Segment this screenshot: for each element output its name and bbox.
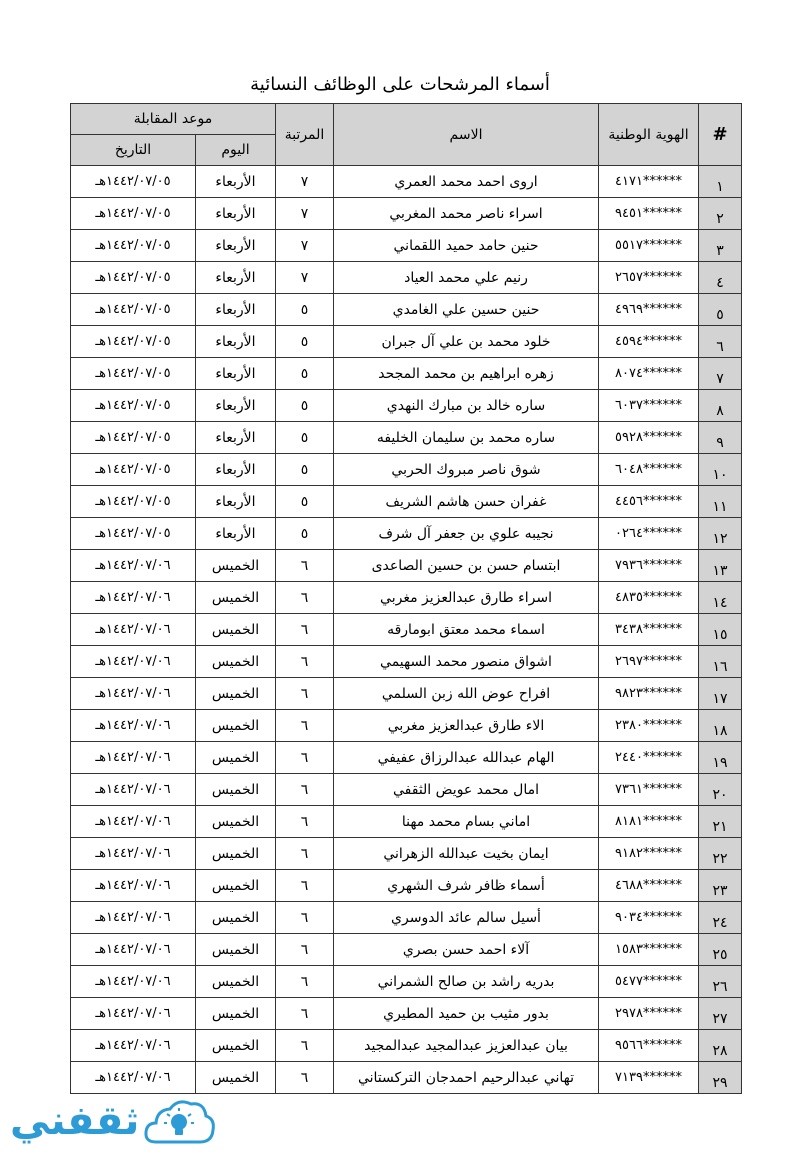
date-cell: ١٤٤٢/٠٧/٠٦هـ: [71, 966, 196, 998]
national-id-cell: ******٨٠٧٤: [599, 358, 699, 390]
name-cell: حنين حسين علي الغامدي: [334, 294, 599, 326]
header-name: الاسم: [334, 104, 599, 166]
day-cell: الأربعاء: [196, 166, 276, 198]
lightbulb-cloud-icon: [142, 1096, 217, 1151]
name-cell: رنيم علي محمد العياد: [334, 262, 599, 294]
site-logo: [10, 1096, 220, 1154]
national-id-cell: ******٦٠٣٧: [599, 390, 699, 422]
name-cell: اسماء محمد معتق ابومارقه: [334, 614, 599, 646]
row-number: ٢: [699, 198, 742, 230]
national-id-cell: ******٦٠٤٨: [599, 454, 699, 486]
name-cell: بدور مثيب بن حميد المطيري: [334, 998, 599, 1030]
name-cell: بيان عبدالعزيز عبدالمجيد عبدالمجيد: [334, 1030, 599, 1062]
header-national-id: الهوية الوطنية: [599, 104, 699, 166]
table-row: [71, 774, 742, 806]
table-row: [71, 518, 742, 550]
day-cell: الخميس: [196, 806, 276, 838]
rank-cell: ٦: [276, 774, 334, 806]
day-cell: الخميس: [196, 1062, 276, 1094]
date-cell: ١٤٤٢/٠٧/٠٦هـ: [71, 870, 196, 902]
rank-cell: ٦: [276, 934, 334, 966]
rank-cell: ٧: [276, 166, 334, 198]
date-cell: ١٤٤٢/٠٧/٠٥هـ: [71, 230, 196, 262]
day-cell: الخميس: [196, 678, 276, 710]
day-cell: الخميس: [196, 998, 276, 1030]
national-id-cell: ******٤٨٣٥: [599, 582, 699, 614]
rank-cell: ٦: [276, 1062, 334, 1094]
table-row: [71, 1062, 742, 1094]
day-cell: الخميس: [196, 742, 276, 774]
row-number: ٢٩: [699, 1062, 742, 1094]
name-cell: افراح عوض الله زبن السلمي: [334, 678, 599, 710]
rank-cell: ٥: [276, 454, 334, 486]
page-title: أسماء المرشحات على الوظائف النسائية: [250, 74, 550, 95]
rank-cell: ٥: [276, 326, 334, 358]
row-number: ٢٤: [699, 902, 742, 934]
day-cell: الخميس: [196, 582, 276, 614]
national-id-cell: ******٧٩٣٦: [599, 550, 699, 582]
national-id-cell: ******٩٨٢٣: [599, 678, 699, 710]
day-cell: الخميس: [196, 966, 276, 998]
name-cell: خلود محمد بن علي آل جبران: [334, 326, 599, 358]
date-cell: ١٤٤٢/٠٧/٠٥هـ: [71, 262, 196, 294]
national-id-cell: ******٩٠٣٤: [599, 902, 699, 934]
rank-cell: ٥: [276, 518, 334, 550]
date-cell: ١٤٤٢/٠٧/٠٦هـ: [71, 934, 196, 966]
national-id-cell: ******٨١٨١: [599, 806, 699, 838]
date-cell: ١٤٤٢/٠٧/٠٥هـ: [71, 166, 196, 198]
national-id-cell: ******٢٤٤٠: [599, 742, 699, 774]
rank-cell: ٦: [276, 806, 334, 838]
row-number: ٢١: [699, 806, 742, 838]
date-cell: ١٤٤٢/٠٧/٠٥هـ: [71, 358, 196, 390]
date-cell: ١٤٤٢/٠٧/٠٥هـ: [71, 326, 196, 358]
table-row: [71, 902, 742, 934]
name-cell: أسيل سالم عائد الدوسري: [334, 902, 599, 934]
name-cell: آلاء احمد حسن بصري: [334, 934, 599, 966]
row-number: ٢٠: [699, 774, 742, 806]
day-cell: الخميس: [196, 646, 276, 678]
date-cell: ١٤٤٢/٠٧/٠٦هـ: [71, 806, 196, 838]
name-cell: ايمان بخيت عبدالله الزهراني: [334, 838, 599, 870]
row-number: ٣: [699, 230, 742, 262]
rank-cell: ٧: [276, 198, 334, 230]
table-row: [71, 198, 742, 230]
national-id-cell: ******٩١٨٢: [599, 838, 699, 870]
day-cell: الخميس: [196, 774, 276, 806]
row-number: ١١: [699, 486, 742, 518]
row-number: ٢٧: [699, 998, 742, 1030]
national-id-cell: ******١٥٨٣: [599, 934, 699, 966]
name-cell: الهام عبدالله عبدالرزاق عفيفي: [334, 742, 599, 774]
date-cell: ١٤٤٢/٠٧/٠٥هـ: [71, 294, 196, 326]
table-row: [71, 294, 742, 326]
row-number: ٦: [699, 326, 742, 358]
row-number: ٢٣: [699, 870, 742, 902]
row-number: ١٦: [699, 646, 742, 678]
table-row: [71, 710, 742, 742]
national-id-cell: ******٤٩٦٩: [599, 294, 699, 326]
national-id-cell: ******٥٤٧٧: [599, 966, 699, 998]
day-cell: الأربعاء: [196, 518, 276, 550]
date-cell: ١٤٤٢/٠٧/٠٦هـ: [71, 1062, 196, 1094]
day-cell: الأربعاء: [196, 390, 276, 422]
name-cell: أسماء ظافر شرف الشهري: [334, 870, 599, 902]
date-cell: ١٤٤٢/٠٧/٠٦هـ: [71, 838, 196, 870]
day-cell: الأربعاء: [196, 198, 276, 230]
row-number: ١٣: [699, 550, 742, 582]
name-cell: بدريه راشد بن صالح الشمراني: [334, 966, 599, 998]
date-cell: ١٤٤٢/٠٧/٠٥هـ: [71, 390, 196, 422]
date-cell: ١٤٤٢/٠٧/٠٦هـ: [71, 646, 196, 678]
name-cell: غفران حسن هاشم الشريف: [334, 486, 599, 518]
date-cell: ١٤٤٢/٠٧/٠٦هـ: [71, 1030, 196, 1062]
rank-cell: ٦: [276, 1030, 334, 1062]
date-cell: ١٤٤٢/٠٧/٠٦هـ: [71, 614, 196, 646]
date-cell: ١٤٤٢/٠٧/٠٦هـ: [71, 710, 196, 742]
national-id-cell: ******٤٦٨٨: [599, 870, 699, 902]
rank-cell: ٦: [276, 998, 334, 1030]
name-cell: اسراء طارق عبدالعزيز مغربي: [334, 582, 599, 614]
table-row: [71, 166, 742, 198]
row-number: ٢٨: [699, 1030, 742, 1062]
name-cell: شوق ناصر مبروك الحربي: [334, 454, 599, 486]
rank-cell: ٦: [276, 646, 334, 678]
date-cell: ١٤٤٢/٠٧/٠٥هـ: [71, 454, 196, 486]
row-number: ١٢: [699, 518, 742, 550]
name-cell: امال محمد عويض الثقفي: [334, 774, 599, 806]
rank-cell: ٦: [276, 710, 334, 742]
name-cell: تهاني عبدالرحيم احمدجان التركستاني: [334, 1062, 599, 1094]
national-id-cell: ******٤١٧١: [599, 166, 699, 198]
day-cell: الأربعاء: [196, 262, 276, 294]
date-cell: ١٤٤٢/٠٧/٠٥هـ: [71, 486, 196, 518]
rank-cell: ٧: [276, 230, 334, 262]
day-cell: الخميس: [196, 870, 276, 902]
national-id-cell: ******٢٦٥٧: [599, 262, 699, 294]
name-cell: نجيبه علوي بن جعفر آل شرف: [334, 518, 599, 550]
row-number: ٩: [699, 422, 742, 454]
rank-cell: ٦: [276, 838, 334, 870]
row-number: ١٥: [699, 614, 742, 646]
table-row: [71, 614, 742, 646]
national-id-cell: ******٣٤٣٨: [599, 614, 699, 646]
row-number: ٤: [699, 262, 742, 294]
national-id-cell: ******٤٤٥٦: [599, 486, 699, 518]
table-row: [71, 998, 742, 1030]
national-id-cell: ******٧١٣٩: [599, 1062, 699, 1094]
rank-cell: ٥: [276, 294, 334, 326]
day-cell: الخميس: [196, 710, 276, 742]
row-number: ١٠: [699, 454, 742, 486]
rank-cell: ٦: [276, 582, 334, 614]
header-hash: #: [699, 104, 742, 166]
header-rank: المرتبة: [276, 104, 334, 166]
day-cell: الخميس: [196, 550, 276, 582]
day-cell: الأربعاء: [196, 422, 276, 454]
row-number: ١٤: [699, 582, 742, 614]
table-row: [71, 326, 742, 358]
national-id-cell: ******٢٣٨٠: [599, 710, 699, 742]
rank-cell: ٦: [276, 742, 334, 774]
row-number: ٢٥: [699, 934, 742, 966]
rank-cell: ٦: [276, 966, 334, 998]
name-cell: حنين حامد حميد اللقماني: [334, 230, 599, 262]
row-number: ١٧: [699, 678, 742, 710]
date-cell: ١٤٤٢/٠٧/٠٦هـ: [71, 902, 196, 934]
rank-cell: ٦: [276, 614, 334, 646]
date-cell: ١٤٤٢/٠٧/٠٦هـ: [71, 582, 196, 614]
row-number: ٢٦: [699, 966, 742, 998]
name-cell: اسراء ناصر محمد المغربي: [334, 198, 599, 230]
table-row: [71, 806, 742, 838]
day-cell: الأربعاء: [196, 326, 276, 358]
day-cell: الخميس: [196, 614, 276, 646]
candidates-table: [70, 103, 742, 1094]
rank-cell: ٥: [276, 486, 334, 518]
table-row: [71, 838, 742, 870]
table-row: [71, 454, 742, 486]
date-cell: ١٤٤٢/٠٧/٠٥هـ: [71, 422, 196, 454]
row-number: ٨: [699, 390, 742, 422]
row-number: ٢٢: [699, 838, 742, 870]
table-body: [71, 166, 742, 1094]
date-cell: ١٤٤٢/٠٧/٠٦هـ: [71, 550, 196, 582]
national-id-cell: ******٢٦٩٧: [599, 646, 699, 678]
table-row: [71, 1030, 742, 1062]
national-id-cell: ******٠٢٦٤: [599, 518, 699, 550]
logo-text: ثقفني: [10, 1098, 140, 1144]
name-cell: اماني بسام محمد مهنا: [334, 806, 599, 838]
day-cell: الأربعاء: [196, 294, 276, 326]
date-cell: ١٤٤٢/٠٧/٠٦هـ: [71, 998, 196, 1030]
table-row: [71, 934, 742, 966]
name-cell: ابتسام حسن بن حسين الصاعدى: [334, 550, 599, 582]
table-row: [71, 742, 742, 774]
header-date: التاريخ: [71, 135, 196, 166]
national-id-cell: ******٩٤٥١: [599, 198, 699, 230]
name-cell: اشواق منصور محمد السهيمي: [334, 646, 599, 678]
table-row: [71, 550, 742, 582]
national-id-cell: ******٥٩٢٨: [599, 422, 699, 454]
rank-cell: ٥: [276, 358, 334, 390]
table-row: [71, 966, 742, 998]
date-cell: ١٤٤٢/٠٧/٠٥هـ: [71, 198, 196, 230]
name-cell: الاء طارق عبدالعزيز مغربي: [334, 710, 599, 742]
day-cell: الخميس: [196, 838, 276, 870]
header-day: اليوم: [196, 135, 276, 166]
row-number: ٥: [699, 294, 742, 326]
name-cell: اروى احمد محمد العمري: [334, 166, 599, 198]
date-cell: ١٤٤٢/٠٧/٠٦هـ: [71, 678, 196, 710]
name-cell: زهره ابراهيم بن محمد المجحد: [334, 358, 599, 390]
national-id-cell: ******٢٩٧٨: [599, 998, 699, 1030]
day-cell: الأربعاء: [196, 486, 276, 518]
rank-cell: ٧: [276, 262, 334, 294]
table-row: [71, 486, 742, 518]
name-cell: ساره محمد بن سليمان الخليفه: [334, 422, 599, 454]
table-row: [71, 646, 742, 678]
national-id-cell: ******٤٥٩٤: [599, 326, 699, 358]
rank-cell: ٦: [276, 870, 334, 902]
table-row: [71, 230, 742, 262]
date-cell: ١٤٤٢/٠٧/٠٦هـ: [71, 742, 196, 774]
table-row: [71, 678, 742, 710]
row-number: ١٨: [699, 710, 742, 742]
rank-cell: ٦: [276, 678, 334, 710]
name-cell: ساره خالد بن مبارك النهدي: [334, 390, 599, 422]
table-row: [71, 262, 742, 294]
row-number: ١٩: [699, 742, 742, 774]
table-row: [71, 582, 742, 614]
day-cell: الأربعاء: [196, 230, 276, 262]
rank-cell: ٦: [276, 550, 334, 582]
table-row: [71, 390, 742, 422]
date-cell: ١٤٤٢/٠٧/٠٥هـ: [71, 518, 196, 550]
national-id-cell: ******٧٣٦١: [599, 774, 699, 806]
rank-cell: ٦: [276, 902, 334, 934]
row-number: ٧: [699, 358, 742, 390]
day-cell: الأربعاء: [196, 358, 276, 390]
table-row: [71, 870, 742, 902]
header-interview: موعد المقابلة: [71, 104, 276, 135]
row-number: ١: [699, 166, 742, 198]
national-id-cell: ******٥٥١٧: [599, 230, 699, 262]
rank-cell: ٥: [276, 390, 334, 422]
rank-cell: ٥: [276, 422, 334, 454]
day-cell: الخميس: [196, 902, 276, 934]
table-row: [71, 422, 742, 454]
day-cell: الخميس: [196, 934, 276, 966]
day-cell: الأربعاء: [196, 454, 276, 486]
date-cell: ١٤٤٢/٠٧/٠٦هـ: [71, 774, 196, 806]
table-row: [71, 358, 742, 390]
national-id-cell: ******٩٥٦٦: [599, 1030, 699, 1062]
day-cell: الخميس: [196, 1030, 276, 1062]
